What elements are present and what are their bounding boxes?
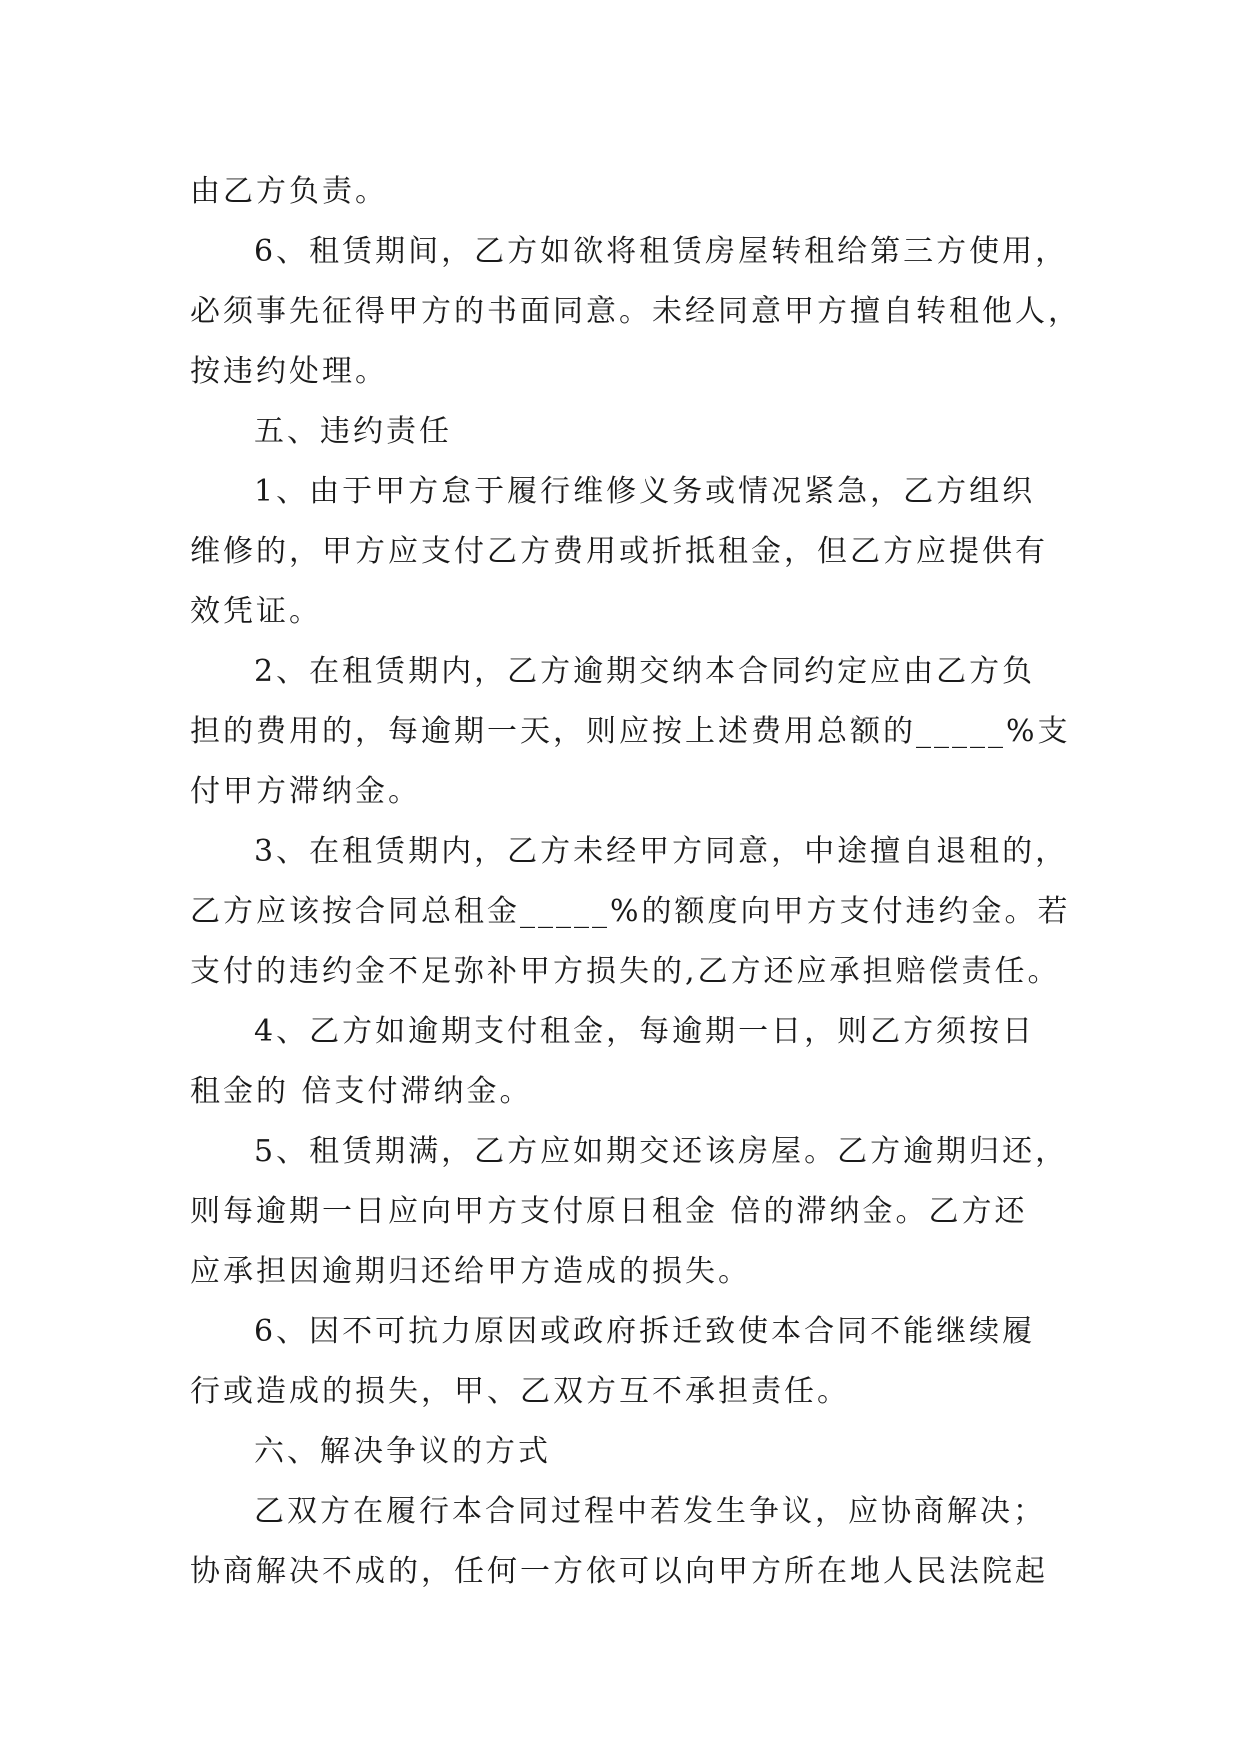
text-line-19: 应承担因逾期归还给甲方造成的损失。 — [190, 1254, 751, 1289]
text-line-4: 按违约处理。 — [190, 354, 388, 389]
text-line-10: 担的费用的，每逾期一天，则应按上述费用总额的_____%支 — [190, 714, 1071, 749]
text-line-6: 1、由于甲方怠于履行维修义务或情况紧急，乙方组织 — [254, 474, 1036, 509]
text-line-12: 3、在租赁期内，乙方未经甲方同意，中途擅自退租的， — [254, 834, 1069, 869]
section-heading-dispute: 六、解决争议的方式 — [254, 1434, 551, 1469]
text-line-16: 租金的 倍支付滞纳金。 — [190, 1074, 533, 1109]
text-line-13: 乙方应该按合同总租金_____%的额度向甲方支付违约金。若 — [190, 894, 1071, 929]
text-line-21: 行或造成的损失，甲、乙双方互不承担责任。 — [190, 1374, 850, 1409]
text-line-23: 乙双方在履行本合同过程中若发生争议，应协商解决； — [254, 1494, 1046, 1529]
text-line-18: 则每逾期一日应向甲方支付原日租金 倍的滞纳金。乙方还 — [190, 1194, 1028, 1229]
text-line-1: 由乙方负责。 — [190, 174, 388, 209]
text-line-11: 付甲方滞纳金。 — [190, 774, 421, 809]
text-line-2: 6、租赁期间，乙方如欲将租赁房屋转租给第三方使用， — [254, 234, 1069, 269]
text-line-20: 6、因不可抗力原因或政府拆迁致使本合同不能继续履 — [254, 1314, 1036, 1349]
contract-text — [190, 162, 1080, 1602]
text-line-15: 4、乙方如逾期支付租金，每逾期一日，则乙方须按日 — [254, 1014, 1036, 1049]
text-line-3: 必须事先征得甲方的书面同意。未经同意甲方擅自转租他人， — [190, 294, 1081, 329]
text-line-7: 维修的，甲方应支付乙方费用或折抵租金，但乙方应提供有 — [190, 534, 1048, 569]
text-line-8: 效凭证。 — [190, 594, 322, 629]
text-line-9: 2、在租赁期内，乙方逾期交纳本合同约定应由乙方负 — [254, 654, 1036, 689]
text-line-24: 协商解决不成的，任何一方依可以向甲方所在地人民法院起 — [190, 1554, 1048, 1589]
text-line-17: 5、租赁期满，乙方应如期交还该房屋。乙方逾期归还， — [254, 1134, 1069, 1169]
text-line-14: 支付的违约金不足弥补甲方损失的,乙方还应承担赔偿责任。 — [190, 954, 1061, 989]
section-heading-breach: 五、违约责任 — [254, 414, 452, 449]
